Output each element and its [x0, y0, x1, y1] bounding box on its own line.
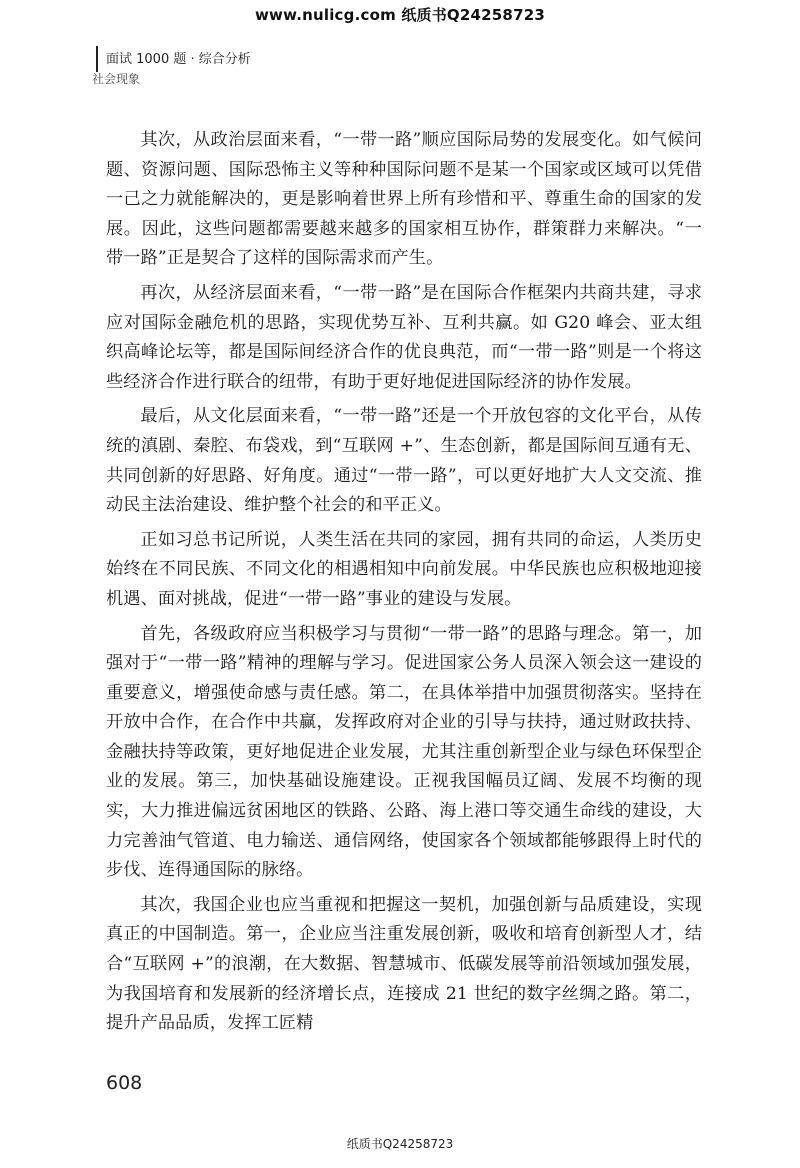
top-watermark: www.nulicg.com 纸质书Q24258723 — [255, 6, 545, 24]
page-number: 608 — [106, 1072, 143, 1094]
paragraph-enterprise: 其次，我国企业也应当重视和把握这一契机，加强创新与品质建设，实现真正的中国制造。第一，企业应当注重发展创新，吸收和培育创新型人才，结合“互联网 +”的浪潮，在大数据、智慧城市、低碳发展等前沿领域加强发展，为我国培育和发展新的经济增长点，连接成 21 世纪的数字丝绸之路。第二，提升产品品质，发挥工匠精 — [106, 894, 702, 1034]
paragraph-government: 首先，各级政府应当积极学习与贯彻“一带一路”的思路与理念。第一，加强对于“一带一路”精神的理解与学习。促进国家公务人员深入领会这一建设的重要意义，增强使命感与责任感。第二，在具体举措中加强贯彻落实。坚持在开放中合作，在合作中共赢，发挥政府对企业的引导与扶持，通过财政扶持、金融扶持等政策，更好地促进企业发展，尤其注重创新型企业与绿色环保型企业的发展。第三，加快基础设施建设。正视我国幅员辽阔、发展不均衡的现实，大力推进偏远贫困地区的铁路、公路、海上港口等交通生命线的建设，大力完善油气管道、电力输送、通信网络，使国家各个领域都能够跟得上时代的步伐、连得通国际的脉络。 — [106, 623, 702, 881]
paragraph-cultural: 最后，从文化层面来看，“一带一路”还是一个开放包容的文化平台，从传统的滇剧、秦腔、布袋戏，到“互联网 +”、生态创新，都是国际间互通有无、共同创新的好思路、好角度。通过“一带一路”，可以更好地扩大人文交流、推动民主法治建设、维护整个社会的和平正义。 — [106, 406, 702, 516]
body-text — [106, 126, 702, 1044]
paragraph-economic: 再次，从经济层面来看，“一带一路”是在国际合作框架内共商共建，寻求应对国际金融危机的思路，实现优势互补、互利共赢。如 G20 峰会、亚太组织高峰论坛等，都是国际间经济合作的优良典范，而“一带一路”则是一个将这些经济合作进行联合的纽带，有助于更好地促进国际经济的协作发展。 — [106, 282, 702, 392]
paragraph-xi-quote: 正如习总书记所说，人类生活在共同的家园，拥有共同的命运，人类历史始终在不同民族、不同文化的相遇相知中向前发展。中华民族也应积极地迎接机遇、面对挑战，促进“一带一路”事业的建设与发展。 — [106, 529, 702, 609]
running-header-title: 面试 1000 题 · 综合分析 — [106, 52, 251, 67]
running-header-subtitle: 社会现象 — [92, 72, 141, 86]
bottom-watermark: 纸质书Q24258723 — [346, 1137, 454, 1151]
paragraph-political: 其次，从政治层面来看，“一带一路”顺应国际局势的发展变化。如气候问题、资源问题、国际恐怖主义等种种国际问题不是某一个国家或区域可以凭借一己之力就能解决的，更是影响着世界上所有珍惜和平、尊重生命的国家的发展。因此，这些问题都需要越来越多的国家相互协作，群策群力来解决。“一带一路”正是契合了这样的国际需求而产生。 — [106, 130, 702, 269]
header-divider — [96, 46, 98, 72]
